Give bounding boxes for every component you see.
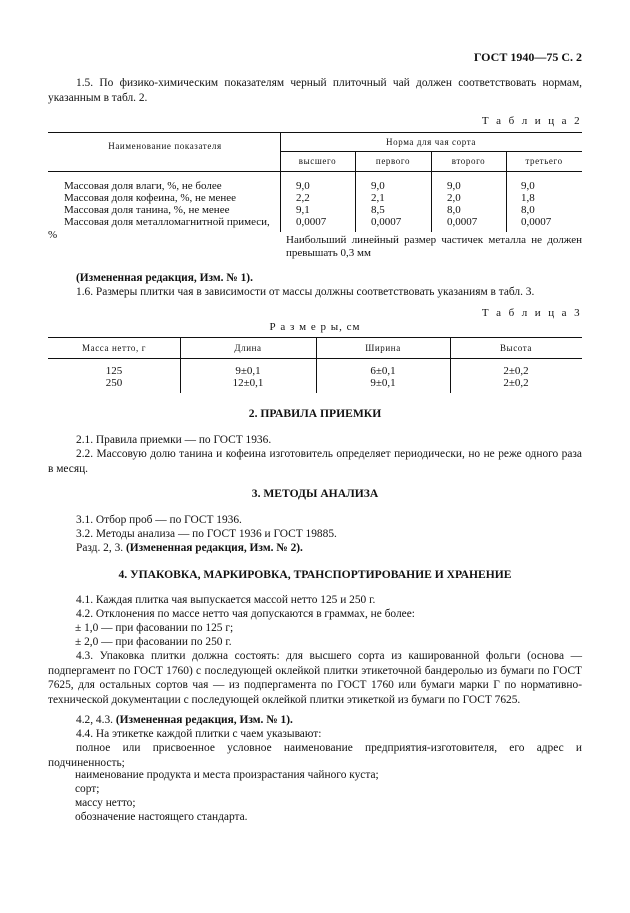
- table2-grade-header: высшего: [298, 156, 337, 166]
- table2-note: Наибольший линейный размер частичек металла не должен превышать 0,3 мм: [286, 234, 582, 259]
- table3-cell: 6±0,1: [370, 365, 396, 377]
- section-amendment-note: [48, 541, 582, 556]
- deviation-item: ± 2,0 — при фасовании по 250 г.: [75, 636, 232, 648]
- table2-grade-header: второго: [451, 156, 486, 166]
- table2-top-rule: [48, 132, 582, 133]
- table2-cell: 2,0: [447, 192, 461, 204]
- label-item: наименование продукта и места произрастания чайного куста;: [75, 769, 379, 781]
- table2-cell: 2,1: [371, 192, 385, 204]
- amendment-note: [48, 713, 582, 728]
- table2-row-label-cont: %: [48, 229, 58, 241]
- table3-title: Р а з м е р ы, см: [269, 321, 361, 333]
- table3-header-rule: [48, 358, 582, 359]
- table3-label: Т а б л и ц а 3: [481, 307, 582, 319]
- table3-header: Высота: [499, 343, 533, 353]
- paragraph-2-2: 2.2. Массовую долю танина и кофеина изготовитель определяет периодически, но не реже одного раза в месяц.: [48, 448, 582, 475]
- table2-cell: 9,0: [296, 180, 310, 192]
- label-item: сорт;: [75, 783, 100, 795]
- table2-name-header: Наименование показателя: [108, 141, 222, 151]
- amendment-text: (Измененная редакция, Изм. № 2).: [125, 542, 303, 554]
- amendment-ref: 4.2, 4.3.: [76, 714, 114, 726]
- paragraph-1-5: 1.5. По физико-химическим показателям черный плиточный чай должен соответствовать нормам, указанным в табл. 2.: [48, 77, 582, 104]
- label-item: обозначение настоящего стандарта.: [75, 811, 248, 823]
- table2-cell: 8,0: [447, 204, 461, 216]
- paragraph-2-1: 2.1. Правила приемки — по ГОСТ 1936.: [76, 434, 272, 446]
- amendment-ref: Разд. 2, 3.: [76, 542, 124, 554]
- table3-cell: 9±0,1: [370, 377, 396, 389]
- table2-cell: 2,2: [296, 192, 310, 204]
- table2-row-label: Массовая доля влаги, %, не более: [64, 180, 222, 192]
- paragraph-4-2: 4.2. Отклонения по массе нетто чая допускаются в граммах, не более:: [76, 608, 415, 620]
- table2-cell: 9,0: [521, 180, 535, 192]
- amendment-text: (Измененная редакция, Изм. № 1).: [115, 714, 293, 726]
- table3-cell: 9±0,1: [235, 365, 261, 377]
- table3-cell: 125: [105, 365, 123, 377]
- table2-grade-header: третьего: [525, 156, 563, 166]
- paragraph-4-1: 4.1. Каждая плитка чая выпускается массой нетто 125 и 250 г.: [76, 594, 376, 606]
- table3-cell: 2±0,2: [503, 365, 529, 377]
- table2-row-label: Массовая доля кофеина, %, не менее: [64, 192, 237, 204]
- deviation-item: ± 1,0 — при фасовании по 125 г;: [75, 622, 234, 634]
- table2-cell: 0,0007: [296, 216, 327, 228]
- label-item: полное или присвоенное условное наименование предприятия-изготовителя, его адрес и подчиненность;: [48, 742, 582, 769]
- page-header: ГОСТ 1940—75 С. 2: [473, 50, 582, 64]
- section-2-title: 2. ПРАВИЛА ПРИЕМКИ: [248, 407, 382, 420]
- table2-cell: 9,0: [371, 180, 385, 192]
- table2-grade-header: первого: [375, 156, 411, 166]
- label-item: массу нетто;: [75, 797, 136, 809]
- table3-header: Длина: [234, 343, 262, 353]
- table2-label: Т а б л и ц а 2: [481, 115, 582, 127]
- table2-cell: 0,0007: [447, 216, 478, 228]
- table2-cell: 0,0007: [371, 216, 402, 228]
- table2-row-label: Массовая доля танина, %, не менее: [64, 204, 230, 216]
- paragraph-3-1: 3.1. Отбор проб — по ГОСТ 1936.: [76, 514, 242, 526]
- table2-row-label: Массовая доля металломагнитной примеси,: [64, 216, 270, 228]
- table2-cell: 1,8: [521, 192, 535, 204]
- table2-cell: 0,0007: [521, 216, 552, 228]
- table2-cell: 8,5: [371, 204, 385, 216]
- section-3-title: 3. МЕТОДЫ АНАЛИЗА: [251, 487, 379, 500]
- table3-header: Масса нетто, г: [82, 343, 146, 353]
- table3-top-rule: [48, 337, 582, 338]
- table3-header: Ширина: [365, 343, 401, 353]
- table3-cell: 12±0,1: [232, 377, 264, 389]
- table2-norm-header: Норма для чая сорта: [386, 137, 476, 147]
- paragraph-3-2: 3.2. Методы анализа — по ГОСТ 1936 и ГОСТ 19885.: [76, 528, 337, 540]
- section-4-title: 4. УПАКОВКА, МАРКИРОВКА, ТРАНСПОРТИРОВАНИЕ И ХРАНЕНИЕ: [118, 568, 512, 581]
- table2-cell: 8,0: [521, 204, 535, 216]
- paragraph-4-4: 4.4. На этикетке каждой плитки с чаем указывают:: [76, 728, 322, 740]
- amendment-note: (Измененная редакция, Изм. № 1).: [76, 272, 253, 284]
- table2-cell: 9,1: [296, 204, 310, 216]
- table3-cell: 2±0,2: [503, 377, 529, 389]
- table2-cell: 9,0: [447, 180, 461, 192]
- paragraph-1-6: 1.6. Размеры плитки чая в зависимости от массы должны соответствовать указаниям в табл. 3.: [76, 286, 535, 298]
- table2-header-rule: [48, 171, 582, 172]
- table3-cell: 250: [105, 377, 123, 389]
- paragraph-4-3: 4.3. Упаковка плитки должна состоять: для высшего сорта из кашированной фольги (основа — подпергамент по ГОСТ 1760) с последующей оклейкой плитки этикеточной бандеролью из бумаги по ГОСТ 7625, для остальных сортов чая — из подпергамента по ГОСТ 1760 или бумаги марки Г по нормативно-технической документации с последующей оклейкой плитки этикеткой из бумаги по ГОСТ 7625.: [48, 650, 582, 706]
